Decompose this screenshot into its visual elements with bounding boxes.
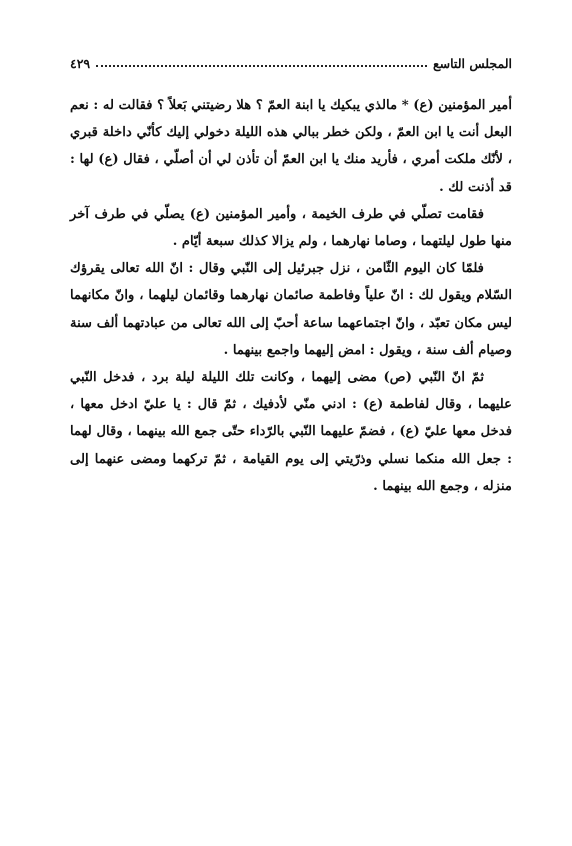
paragraph-4: [70, 364, 512, 500]
paragraph-2: [70, 201, 512, 255]
paragraph-1: [70, 92, 512, 201]
paragraph-4-text: ثمّ انّ النّبي (ص) مضى إليهما ، وكانت تلك الليلة ليلة برد ، فدخل النّبي عليهما ، وقال لفاطمة (ع) : ادني منّي لأدفيك ، ثمّ قال : يا عليّ ادخل معها ، فدخل معها عليّ (ع) ، فضمّ عليهما النّبي بالرّداء حتّى جمع الله بينهما ، وقال لهما : جعل الله منكما نسلي وذرّيتي إلى يوم القيامة ، ثمّ تركهما ومضى عنهما إلى منزله ، وجمع الله بينهما .: [70, 370, 512, 494]
paragraph-1-text: أمير المؤمنين (ع) * مالذي يبكيك يا ابنة العمّ ؟ هلا رضيتني بَعلاً ؟ فقالت له : نعم البعل أنت يا ابن العمّ ، ولكن خطر ببالي هذه الليلة دخولي إليك كأنّي داخلة قبري ، لأنّك ملكت أمري ، فأريد منك يا ابن العمّ أن تأذن لي أن أصلّي ، فقال (ع) لها : قد أذنت لك .: [70, 98, 512, 195]
chapter-title: المجلس التاسع: [433, 55, 512, 71]
paragraph-3: [70, 255, 512, 364]
page-number: ٤٢٩: [70, 55, 91, 71]
paragraph-2-text: فقامت تصلّي في طرف الخيمة ، وأمير المؤمنين (ع) يصلّي في طرف آخر منها طول ليلتهما ، وصاما نهارهما ، ولم يزالا كذلك سبعة أيّام .: [70, 206, 512, 250]
running-header: [70, 52, 512, 74]
paragraph-3-text: فلمّا كان اليوم الثّامن ، نزل جبرئيل إلى النّبي وقال : انّ الله تعالى يقرؤك السّلام ويقول لك : انّ علياً وفاطمة صائمان نهارهما وقائمان ليلهما ، وانّ مكانهما ليس مكان تعبّد ، وانّ اجتماعهما ساعة أحبّ إلى الله تعالى من عبادتهما ألف سنة وصيام ألف سنة ، ويقول : امض إليهما واجمع بينهما .: [70, 261, 512, 358]
dot-leader: [96, 65, 427, 67]
body-text: [70, 92, 512, 500]
